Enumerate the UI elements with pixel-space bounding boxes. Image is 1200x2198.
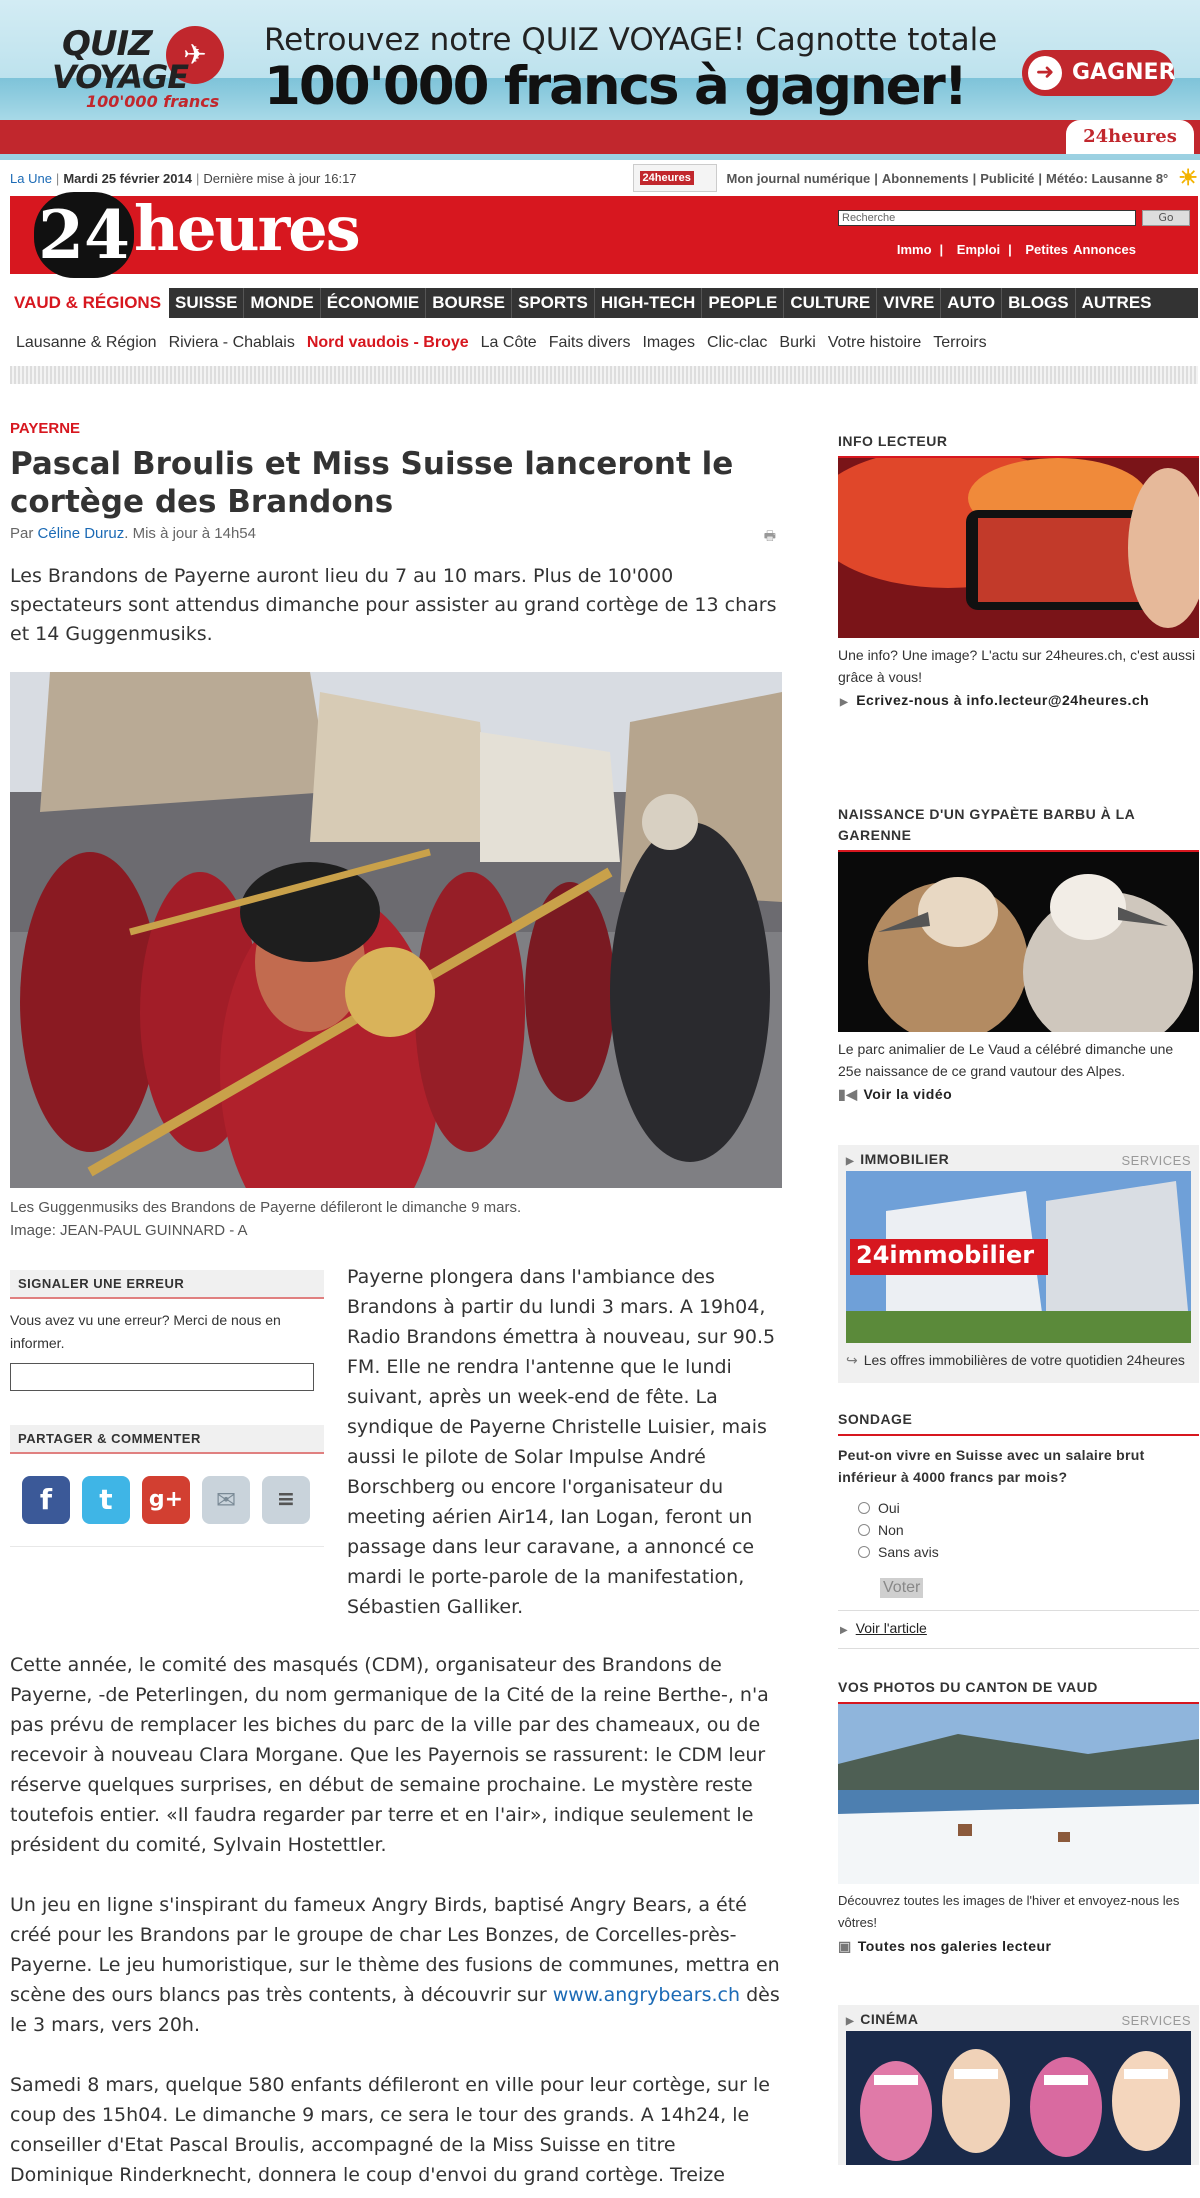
article-lead: Les Brandons de Payerne auront lieu du 7 au 10 mars. Plus de 10'000 spectateurs sont attendus dimanche pour assister au grand cortège de 13 chars et 14 Guggenmusiks. (10, 565, 777, 645)
triangle-right-icon: ▶ (846, 1156, 855, 1167)
subnav-lausanne[interactable]: Lausanne & Région (16, 334, 157, 351)
share-title: PARTAGER & COMMENTER (10, 1425, 324, 1454)
banner-logo-voyage: VOYAGE (52, 58, 189, 96)
angrybears-link[interactable]: www.angrybears.ch (552, 1984, 741, 2006)
body-paragraph-3: Un jeu en ligne s'inspirant du fameux Angry Birds, baptisé Angry Bears, a été créé pour les Brandons par le groupe de char Les Bonzes, de Corcelles-près-Payerne. Le jeu humoristique, sur le thème des fusions de communes, mettra en scène des ours blancs pas très contents, à découvrir sur www.angrybears.ch dès le 3 mars, vers 20h. (10, 1894, 780, 2036)
tab-economie[interactable]: ÉCONOMIE (321, 288, 427, 318)
sondage-block (838, 1409, 1199, 1649)
la-une-link[interactable]: La Une (10, 170, 52, 186)
header-links: Immo | Emploi | Petites Annonces (896, 242, 1136, 257)
top-links: 24heures Mon journal numérique | Abonnements | Publicité | Météo: Lausanne 8° ☀ (633, 160, 1198, 196)
immobilier-header: ▶ IMMOBILIER SERVICES (846, 1151, 1191, 1168)
tab-vaud-regions[interactable]: VAUD & RÉGIONS (10, 288, 169, 318)
abonnements-link[interactable]: Abonnements (881, 170, 969, 186)
cinema-services-label: SERVICES (1121, 2013, 1191, 2028)
article-body-1: Payerne plongera dans l'ambiance des Brandons à partir du lundi 3 mars. A 19h04, Radio Brandons émettra à nouveau, sur 90.5 FM. Elle ne rendra l'antenne que le lundi suivant, après un week-end de fête. La syndique de Payerne Christelle Luisier, mais aussi le pilote de Solar Impulse André Borschberg ou encore l'organisateur du meeting aérien Air14, Ian Logan, feront un passage dans leur caravane, a annoncé ce mardi le porte-parole de la manifestation, Sébastien Galliker. (347, 1266, 776, 1618)
subnav-nord-vaudois[interactable]: Nord vaudois - Broye (306, 334, 469, 351)
video-camera-icon: ▮◀ (838, 1086, 858, 1102)
camera-icon: ▣ (838, 1938, 852, 1954)
immobilier-block (838, 1145, 1199, 1383)
triangle-right-icon: ▶ (840, 697, 849, 708)
journal-thumbnail[interactable] (633, 164, 717, 192)
tab-high-tech[interactable]: HIGH-TECH (595, 288, 702, 318)
gypaete-title: NAISSANCE D'UN GYPAÈTE BARBU À LA GARENNE (838, 804, 1199, 852)
poll-article-link[interactable]: ▶ Voir l'article (838, 1610, 1199, 1649)
email-icon[interactable]: ✉ (202, 1476, 250, 1524)
report-error-text: Vous avez vu une erreur? Merci de nous en informer. (10, 1312, 281, 1351)
article-kicker: PAYERNE (10, 420, 81, 437)
subnav-riviera[interactable]: Riviera - Chablais (168, 334, 295, 351)
poll-option-non[interactable]: Non (858, 1522, 1199, 1538)
sidebar (838, 420, 1199, 2165)
radio-button[interactable] (858, 1524, 870, 1536)
info-lecteur-image[interactable] (838, 458, 1199, 638)
gypaete-image[interactable] (838, 852, 1199, 1032)
subnav-terroirs[interactable]: Terroirs (933, 334, 987, 351)
immobilier-brand: 24immobilier (856, 1241, 1035, 1269)
banner-logo-quiz: QUIZ (62, 24, 152, 64)
tab-bourse[interactable]: BOURSE (426, 288, 512, 318)
subnav-la-cote[interactable]: La Côte (480, 334, 537, 351)
tab-blogs[interactable]: BLOGS (1002, 288, 1075, 318)
cinema-header: ▶ CINÉMA SERVICES (846, 2011, 1191, 2028)
poll-option-sans-avis[interactable]: Sans avis (858, 1544, 1199, 1560)
logo-24: 24 (34, 192, 134, 278)
top-info-bar: La Une | Mardi 25 février 2014 | Dernière mise à jour 16:17 24heures Mon journal numérique | Abonnements | Publicité | Météo: Lausanne 8° ☀ (10, 160, 1198, 196)
vos-photos-block (838, 1677, 1199, 1955)
sondage-title: SONDAGE (838, 1409, 1199, 1436)
poll-option-oui[interactable]: Oui (858, 1500, 1199, 1516)
tab-auto[interactable]: AUTO (941, 288, 1002, 318)
subnav-votre-histoire[interactable]: Votre histoire (827, 334, 922, 351)
article-header (10, 420, 782, 649)
info-lecteur-text: Une info? Une image? L'actu sur 24heures.ch, c'est aussi grâce à vous! (838, 647, 1196, 685)
radio-button[interactable] (858, 1546, 870, 1558)
photo-illustration (10, 672, 782, 1188)
cinema-image[interactable] (846, 2031, 1191, 2165)
tab-suisse[interactable]: SUISSE (169, 288, 244, 318)
info-lecteur-title: INFO LECTEUR (838, 431, 1199, 458)
quiz-voyage-ad-banner[interactable] (0, 0, 1200, 160)
emploi-link[interactable]: Emploi (956, 242, 1001, 257)
comment-icon[interactable]: ≡ (262, 1476, 310, 1524)
tab-culture[interactable]: CULTURE (784, 288, 877, 318)
gypaete-text: Le parc animalier de Le Vaud a célébré dimanche une 25e naissance de ce grand vautour des Alpes. (838, 1041, 1174, 1079)
vos-photos-image[interactable] (838, 1704, 1199, 1884)
arrow-right-icon: ➜ (1028, 56, 1062, 90)
subnav-burki[interactable]: Burki (779, 334, 816, 351)
poll-vote-button[interactable]: Voter (880, 1578, 923, 1598)
site-logo[interactable] (24, 192, 359, 274)
journal-label: 24heures (640, 171, 694, 185)
immobilier-image[interactable] (846, 1171, 1191, 1343)
facebook-icon[interactable]: f (22, 1476, 70, 1524)
gypaete-block (838, 804, 1199, 1103)
article-tools (10, 1270, 324, 1547)
poll-question: Peut-on vivre en Suisse avec un salaire brut inférieur à 4000 francs par mois? (838, 1447, 1145, 1485)
tab-sports[interactable]: SPORTS (512, 288, 595, 318)
journal-numerique-link[interactable]: Mon journal numérique (726, 170, 871, 186)
weather-sun-icon: ☀ (1178, 165, 1198, 190)
subnav-clic-clac[interactable]: Clic-clac (706, 334, 768, 351)
caption-text: Les Guggenmusiks des Brandons de Payerne défileront le dimanche 9 mars. (10, 1199, 522, 1216)
report-error-input[interactable] (10, 1363, 314, 1391)
body-paragraph-2: Cette année, le comité des masqués (CDM), organisateur des Brandons de Payerne, -de Peterlingen, du nom germanique de la Cité de la reine Berthe-, n'a pas prévu de remplacer les biches du parc de la ville par des chameaux, ou de recevoir à nouveau Clara Morgane. Que les Payernois se rassurent: le CDM leur réserve quelques surprises, en début de semaine prochaine. Le mystère reste toutefois entier. «Il faudra regarder par terre et en l'air», indique seulement le président du comité, Sylvain Hostettler. (10, 1654, 769, 1856)
tab-vivre[interactable]: VIVRE (877, 288, 941, 318)
subnav-faits-divers[interactable]: Faits divers (548, 334, 631, 351)
petites-annonces-link[interactable]: Petites Annonces (1025, 242, 1136, 257)
publicite-link[interactable]: Publicité (980, 170, 1035, 186)
author-link[interactable]: Céline Duruz (37, 525, 125, 542)
share-box (10, 1425, 324, 1547)
info-lecteur-link[interactable]: ▶ Ecrivez-nous à info.lecteur@24heures.ch (840, 692, 1150, 708)
article-body-2 (10, 1650, 783, 2198)
radio-button[interactable] (858, 1502, 870, 1514)
info-lecteur-block (838, 431, 1199, 708)
last-update: Dernière mise à jour 16:17 (203, 170, 357, 186)
share-icons (10, 1454, 324, 1547)
twitter-icon[interactable]: t (82, 1476, 130, 1524)
body-paragraph-4: Samedi 8 mars, quelque 580 enfants défileront en ville pour leur cortège, sur le coup des 15h04. Le dimanche 9 mars, ce sera le tour des grands. A 14h24, le conseiller d'Etat Pascal Broulis, accompagné de la Miss Suisse en titre Dominique Rinderknecht, donnera le coup d'envoi du grand cortège. Treize (10, 2074, 770, 2186)
banner-cta-label: GAGNER (1072, 60, 1176, 85)
byline: Par Céline Duruz. Mis à jour à 14h54 🖶 (10, 525, 782, 542)
meteo-link[interactable]: Météo: Lausanne 8° (1046, 170, 1169, 186)
subnav-images[interactable]: Images (642, 334, 695, 351)
immobilier-services-label: SERVICES (1121, 1153, 1191, 1168)
vos-photos-title: VOS PHOTOS DU CANTON DE VAUD (838, 1677, 1199, 1704)
search-input[interactable]: Recherche (838, 210, 1136, 226)
banner-24heures-tag: 24heures (1066, 120, 1194, 154)
immobilier-link[interactable]: ↪ Les offres immobilières de votre quotidien 24heures (846, 1349, 1191, 1371)
triangle-right-icon: ▶ (846, 2016, 855, 2027)
update-time: . Mis à jour à 14h54 (124, 525, 256, 542)
banner-gagner-button[interactable] (1022, 50, 1174, 96)
triangle-right-icon: ▶ (840, 1625, 848, 1636)
photo-caption (10, 1196, 782, 1242)
cinema-block (838, 2005, 1199, 2165)
banner-headline-2: 100'000 francs à gagner! (264, 56, 966, 117)
immo-link[interactable]: Immo (896, 242, 932, 257)
vos-photos-link[interactable]: ▣ Toutes nos galeries lecteur (838, 1938, 1052, 1954)
current-date: Mardi 25 février 2014 (63, 170, 192, 186)
google-plus-icon[interactable]: g+ (142, 1476, 190, 1524)
vos-photos-text: Découvrez toutes les images de l'hiver et envoyez-nous les vôtres! (838, 1893, 1180, 1930)
suitcase-plane-icon: ✈ (166, 26, 224, 84)
article-title: Pascal Broulis et Miss Suisse lanceront le cortège des Brandons (10, 446, 734, 520)
external-arrow-icon: ↪ (846, 1352, 858, 1368)
banner-red-band (0, 120, 1200, 154)
print-icon[interactable]: 🖶 (763, 528, 776, 543)
article-photo-guggenmusik[interactable] (10, 672, 782, 1188)
decorative-stripe (10, 366, 1198, 384)
tab-autres[interactable]: AUTRES (1081, 293, 1152, 312)
caption-credit: Image: JEAN-PAUL GUINNARD - A (10, 1222, 248, 1239)
tab-people[interactable]: PEOPLE (702, 288, 784, 318)
gypaete-video-link[interactable]: ▮◀ Voir la vidéo (838, 1086, 953, 1102)
report-error-title: SIGNALER UNE ERREUR (10, 1270, 324, 1299)
banner-headline-1: Retrouvez notre QUIZ VOYAGE! Cagnotte totale (264, 22, 998, 58)
logo-heures: heures (134, 192, 359, 265)
main-nav (10, 288, 1198, 318)
tab-monde[interactable]: MONDE (244, 288, 320, 318)
sub-nav (10, 326, 1198, 360)
banner-logo-amount: 100'000 francs (86, 92, 220, 111)
search-go-button[interactable]: Go (1142, 210, 1190, 226)
site-header (10, 192, 1198, 274)
